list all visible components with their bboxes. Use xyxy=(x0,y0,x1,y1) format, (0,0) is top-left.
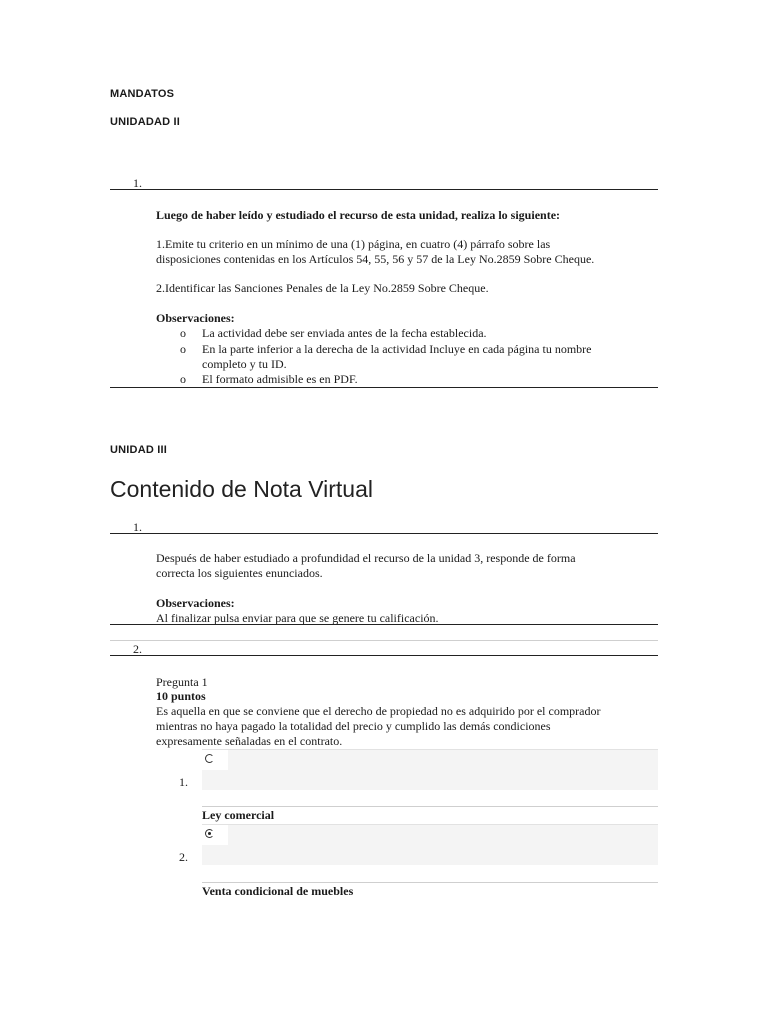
answer-option-1[interactable] xyxy=(202,749,658,790)
unit3-intro-line-1: Después de haber estudiado a profundidad el recurso de la unidad 3, responde de forma xyxy=(156,551,576,565)
item-number: 2. xyxy=(133,642,142,656)
question-points: 10 puntos xyxy=(156,689,206,703)
bullet-marker: o xyxy=(180,342,186,356)
divider xyxy=(110,387,658,388)
divider-light xyxy=(110,640,658,641)
divider-light xyxy=(202,806,658,807)
option-number: 2. xyxy=(179,850,188,864)
task-1-line-2: disposiciones contenidas en los Artículos 54, 55, 56 y 57 de la Ley No.2859 Sobre Cheque. xyxy=(156,252,595,266)
bullet-marker: o xyxy=(180,372,186,386)
radio-selected-icon[interactable] xyxy=(205,829,214,838)
option-label[interactable]: Ley comercial xyxy=(202,808,275,822)
page-title: Contenido de Nota Virtual xyxy=(110,476,373,502)
bullet-text-continued: completo y tu ID. xyxy=(202,357,287,371)
unidad-ii-heading: UNIDADAD II xyxy=(110,116,181,128)
bullet-text: En la parte inferior a la derecha de la actividad Incluye en cada página tu nombre xyxy=(202,342,592,356)
question-text-line-1: Es aquella en que se conviene que el derecho de propiedad no es adquirido por el comprador xyxy=(156,704,601,718)
bullet-text: El formato admisible es en PDF. xyxy=(202,372,358,386)
task-1-line-1: 1.Emite tu criterio en un mínimo de una (1) página, en cuatro (4) párrafo sobre las xyxy=(156,237,551,251)
answer-radio-1[interactable] xyxy=(202,750,228,770)
answer-option-2[interactable] xyxy=(202,824,658,865)
option-label[interactable]: Venta condicional de muebles xyxy=(202,884,354,898)
mandatos-heading: MANDATOS xyxy=(110,88,175,100)
divider xyxy=(110,189,658,190)
observations-text: Al finalizar pulsa enviar para que se genere tu calificación. xyxy=(156,611,439,625)
task-2: 2.Identificar las Sanciones Penales de la Ley No.2859 Sobre Cheque. xyxy=(156,281,489,295)
divider xyxy=(110,624,658,625)
option-number: 1. xyxy=(179,775,188,789)
activity-intro: Luego de haber leído y estudiado el recurso de esta unidad, realiza lo siguiente: xyxy=(156,208,561,222)
answer-radio-2[interactable] xyxy=(202,825,228,845)
list-item xyxy=(156,342,656,372)
item-number: 1. xyxy=(133,176,142,190)
question-text-line-2: mientras no haya pagado la totalidad del precio y cumplido las demás condiciones xyxy=(156,719,551,733)
divider xyxy=(110,655,658,656)
unidad-iii-heading: UNIDAD III xyxy=(110,444,167,456)
unit3-intro-line-2: correcta los siguientes enunciados. xyxy=(156,566,323,580)
divider-light xyxy=(202,882,658,883)
radio-icon[interactable] xyxy=(205,754,214,763)
bullet-marker: o xyxy=(180,326,186,340)
divider xyxy=(110,533,658,534)
bullet-text: La actividad debe ser enviada antes de la fecha establecida. xyxy=(202,326,487,340)
question-text-line-3: expresamente señaladas en el contrato. xyxy=(156,734,343,748)
question-label: Pregunta 1 xyxy=(156,675,208,689)
observations-label: Observaciones: xyxy=(156,311,235,325)
observations-label: Observaciones: xyxy=(156,596,235,610)
item-number: 1. xyxy=(133,520,142,534)
list-item xyxy=(156,372,656,387)
list-item xyxy=(156,326,656,341)
